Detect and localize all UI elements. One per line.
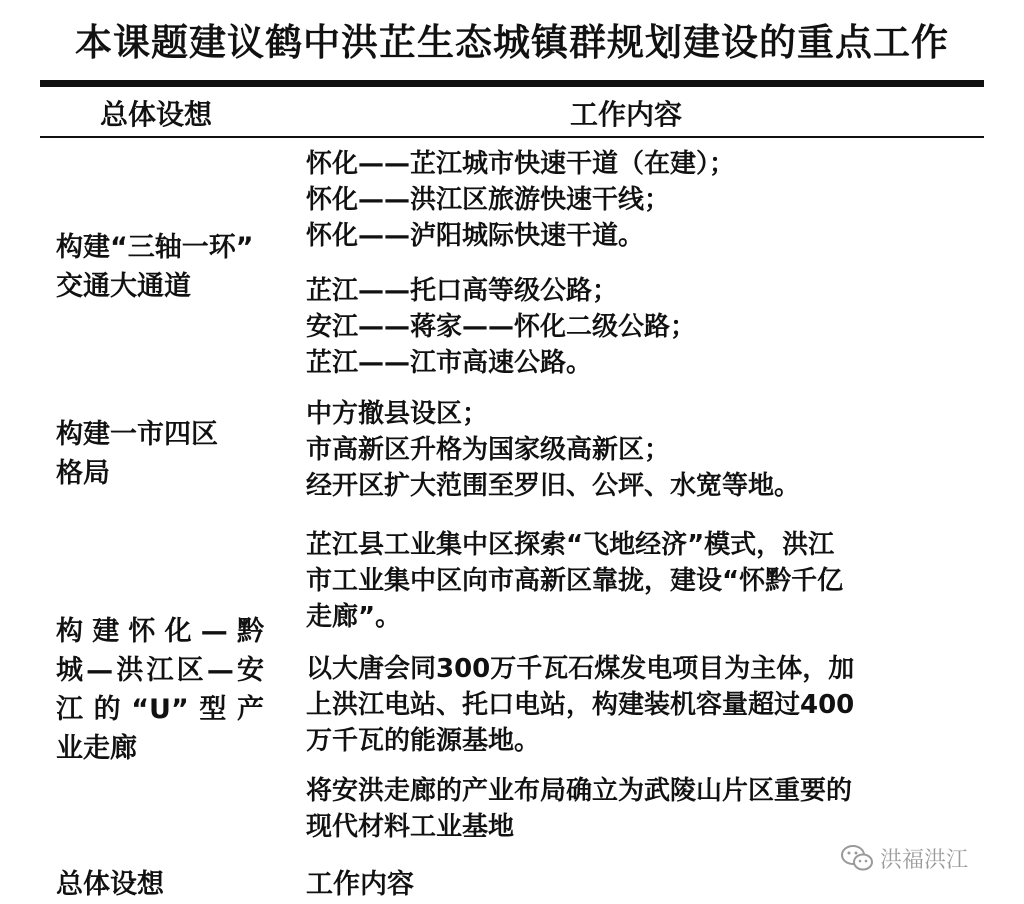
content-line: 将安洪走廊的产业布局确立为武陵山片区重要的 [306,776,853,806]
footer-right: 工作内容 [306,869,414,900]
content-line: 怀化——泸阳城际快速干道。 [306,221,645,251]
page-title: 本课题建议鹤中洪芷生态城镇群规划建设的重点工作 [75,21,949,64]
content-line: 中方撤县设区； [306,399,489,429]
content-line: 怀化——洪江区旅游快速干线； [306,185,671,215]
footer-left: 总体设想 [56,869,164,900]
top-thick-rule [40,80,984,87]
content-line: 市工业集中区向市高新区靠拢，建设“怀黔千亿 [306,566,844,596]
row-2-group-1 [306,396,962,504]
content-line: 市高新区升格为国家级高新区； [306,435,671,465]
header-left: 总体设想 [100,98,213,131]
content-line: 怀化——芷江城市快速干道（在建）； [306,149,736,179]
row-2-label-line: 格局 [56,458,110,489]
row-3-label-line: 城—洪江区—安 [56,655,264,686]
row-3-group-2 [306,651,962,759]
content-line: 以大唐会同300万千瓦石煤发电项目为主体，加 [306,654,855,684]
row-1-label-line: 交通大通道 [56,271,191,302]
wechat-icon [840,843,874,873]
row-2-label [56,415,266,493]
watermark [840,840,968,876]
watermark-text: 洪福洪江 [880,847,969,873]
content-line: 上洪江电站、托口电站，构建装机容量超过400 [306,690,855,720]
content-line: 芷江——江市高速公路。 [306,348,593,378]
content-line: 经开区扩大范围至罗旧、公坪、水宽等地。 [306,471,801,501]
row-3-group-1 [306,527,962,635]
row-2-label-line: 构建一市四区 [56,419,218,450]
row-1-label [56,228,266,306]
content-line: 万千瓦的能源基地。 [306,726,541,756]
content-line: 芷江县工业集中区探索“飞地经济”模式，洪江 [306,530,835,560]
row-1-label-line: 构建“三轴一环” [56,232,254,263]
content-line: 安江——蒋家——怀化二级公路； [306,312,697,342]
header-right: 工作内容 [570,98,683,131]
row-3-label-line: 江的“U”型产 [56,694,264,725]
content-line: 芷江——托口高等级公路； [306,276,619,306]
content-line: 走廊”。 [306,602,402,632]
row-3-label [56,612,264,768]
header-thin-rule [40,136,984,138]
row-3-label-line: 构建怀化—黔 [56,616,264,647]
row-3-label-line: 业走廊 [56,733,137,764]
row-3-group-3 [306,773,962,845]
row-1-group-1 [306,146,962,254]
row-1-group-2 [306,273,962,381]
content-line: 现代材料工业基地 [306,812,515,842]
